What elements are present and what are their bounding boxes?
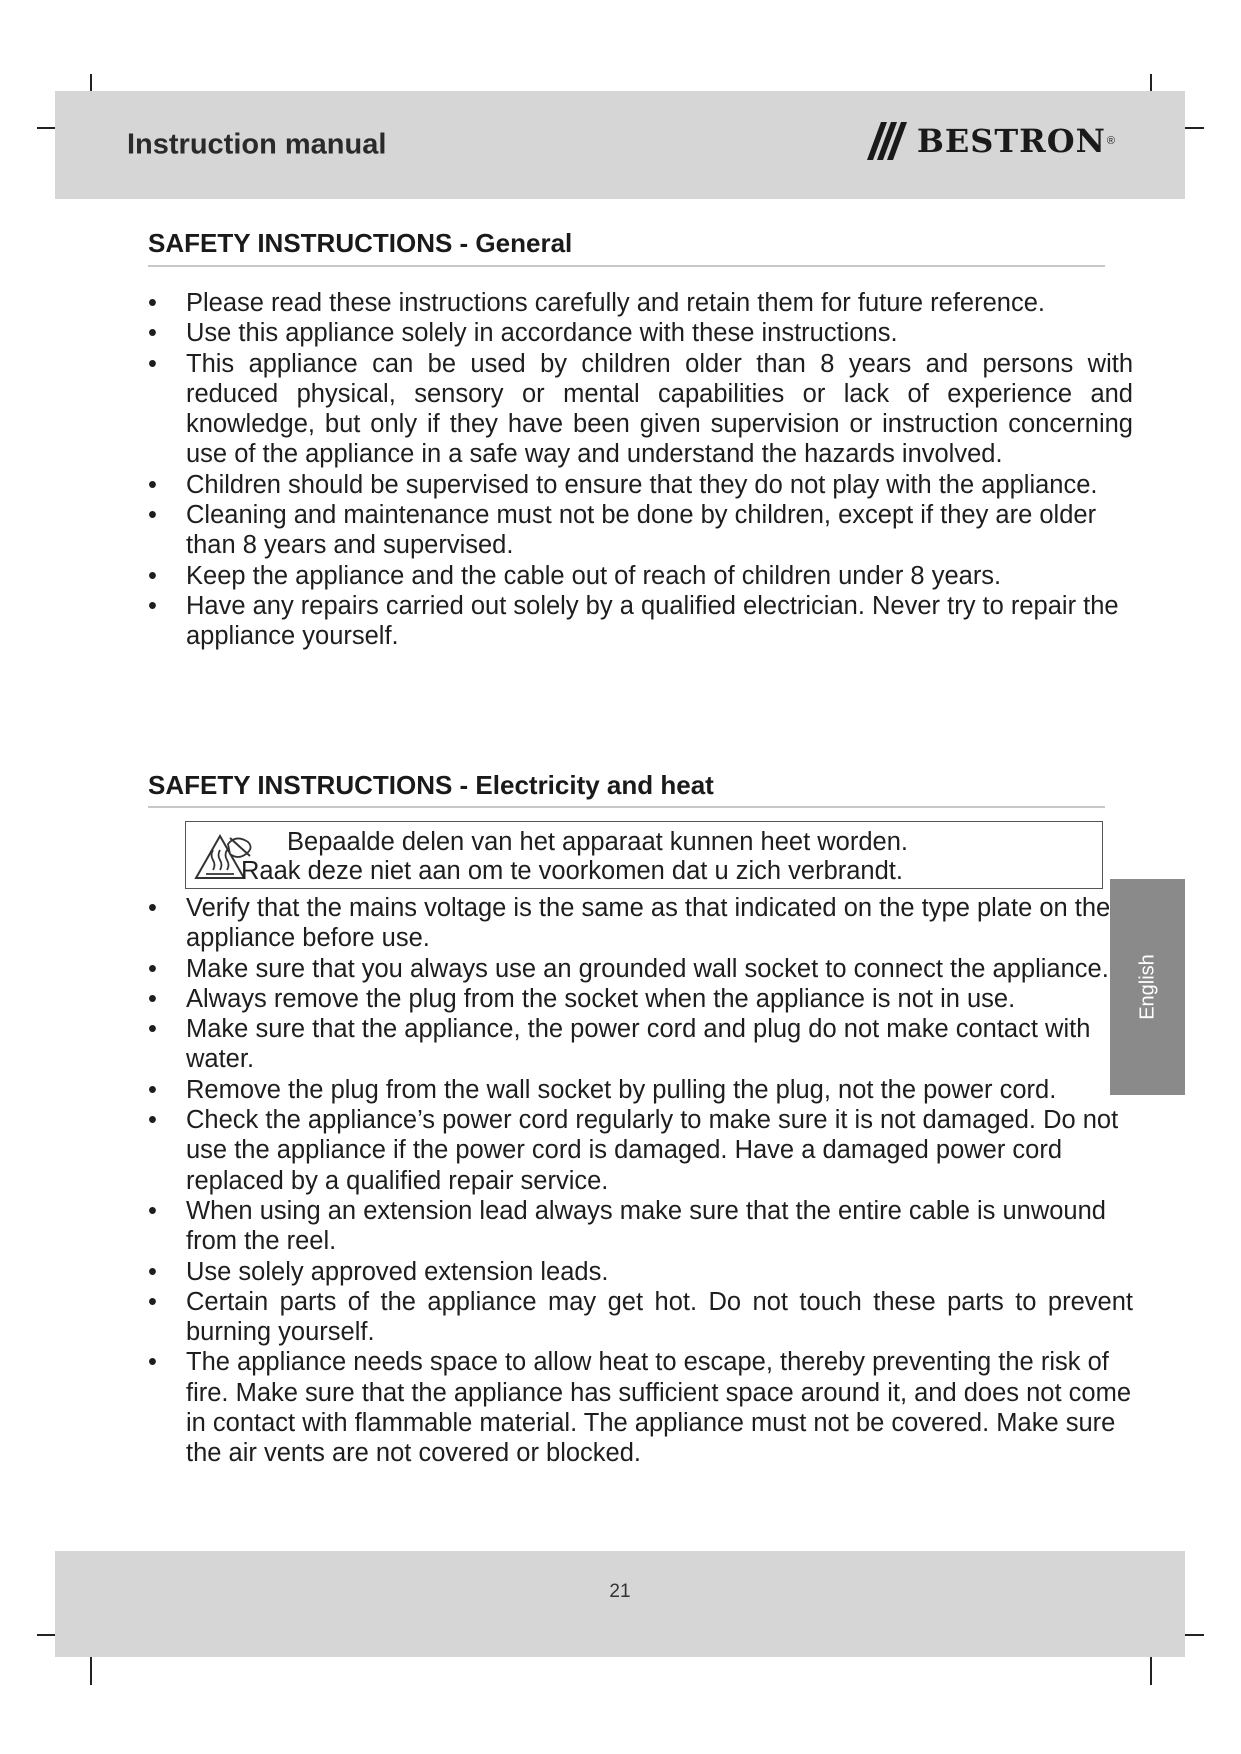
list-item: • Have any repairs carried out solely by a qualified electrician. Never try to repair the appliance yourself. (148, 591, 1133, 652)
page-number: 21 (609, 1581, 631, 1602)
list-item: • This appliance can be used by children older than 8 years and persons with reduced physical, sensory or mental capabilities or lack of experience and knowledge, but only if they have been given supervision or instruction concerning use of the appliance in a safe way and understand the hazards involved. (148, 349, 1133, 470)
list-item: • Use this appliance solely in accordance with these instructions. (148, 318, 1133, 348)
list-item: • Check the appliance’s power cord regularly to make sure it is not damaged. Do not use the appliance if the power cord is damaged. Have a damaged power cord replaced by a qualified repair service. (148, 1105, 1133, 1196)
list-item: • When using an extension lead always make sure that the entire cable is unwound from the reel. (148, 1196, 1133, 1257)
list-item: • Use solely approved extension leads. (148, 1257, 1133, 1287)
section-title-general: SAFETY INSTRUCTIONS - General (148, 228, 573, 258)
list-item: • Keep the appliance and the cable out of reach of children under 8 years. (148, 561, 1133, 591)
hot-surface-warning-box (185, 821, 1103, 889)
language-tab (1110, 879, 1185, 1095)
brand-chevron-icon (867, 120, 911, 162)
language-tab-label: English (1136, 954, 1158, 1020)
list-item: • Certain parts of the appliance may get hot. Do not touch these parts to prevent burning yourself. (148, 1287, 1133, 1348)
header-bar (55, 91, 1185, 199)
list-item: • Verify that the mains voltage is the same as that indicated on the type plate on the appliance before use. (148, 893, 1133, 954)
list-item: • Always remove the plug from the socket when the appliance is not in use. (148, 984, 1133, 1014)
list-item: • Children should be supervised to ensure that they do not play with the appliance. (148, 470, 1133, 500)
brand-registered-mark: ® (1106, 135, 1115, 147)
list-item: • Remove the plug from the wall socket by pulling the plug, not the power cord. (148, 1075, 1133, 1105)
electricity-safety-list (148, 893, 1133, 1469)
list-item: • Make sure that you always use an grounded wall socket to connect the appliance. (148, 954, 1133, 984)
general-safety-list (148, 288, 1133, 652)
list-item: • Cleaning and maintenance must not be done by children, except if they are older than 8 years and supervised. (148, 500, 1133, 561)
section-divider (148, 265, 1105, 267)
brand-name: BESTRON (916, 122, 1106, 160)
list-item: • Please read these instructions carefully and retain them for future reference. (148, 288, 1133, 318)
warning-line-1: Bepaalde delen van het apparaat kunnen heet worden. (287, 828, 908, 856)
section-divider (148, 806, 1105, 808)
header-title: Instruction manual (127, 128, 387, 161)
footer-bar (55, 1551, 1185, 1657)
list-item: • The appliance needs space to allow heat to escape, thereby preventing the risk of fire. Make sure that the appliance has sufficient space around it, and does not come in contact with flammable material. The appliance must not be covered. Make sure the air vents are not covered or blocked. (148, 1347, 1133, 1468)
warning-line-2: Raak deze niet aan om te voorkomen dat u zich verbrandt. (241, 857, 903, 885)
brand-logo (867, 120, 1115, 162)
list-item: • Make sure that the appliance, the power cord and plug do not make contact with water. (148, 1014, 1133, 1075)
section-title-electricity: SAFETY INSTRUCTIONS - Electricity and heat (148, 770, 714, 800)
